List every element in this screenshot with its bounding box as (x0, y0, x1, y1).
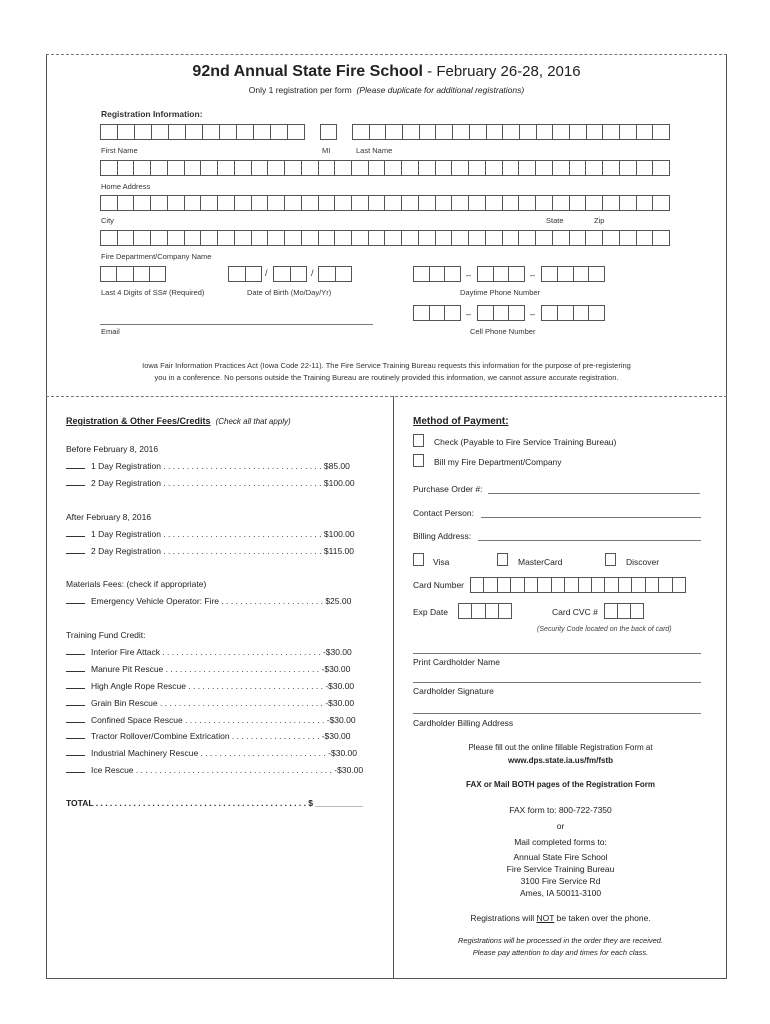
cardholder-address-label: Cardholder Billing Address (413, 718, 514, 728)
card-number-boxes[interactable] (470, 577, 686, 593)
total-row[interactable]: TOTAL . . . . . . . . . . . . . . . . . . . . . . . . . . . . . . . . . . . . . . . . . . . . . $ __________ (66, 798, 363, 808)
state-label: State (546, 216, 564, 225)
online-url[interactable]: www.dps.state.ia.us/fm/fstb (507, 756, 614, 765)
check-payment-label: Check (Payable to Fire Service Training Bureau) (434, 437, 617, 447)
billing-address-line[interactable] (478, 540, 701, 541)
city-label: City (101, 216, 114, 225)
mi-box[interactable] (320, 124, 337, 140)
check-payment-checkbox[interactable] (413, 434, 424, 447)
fee-check-blank[interactable] (66, 772, 85, 773)
mail-to-label: Mail completed forms to: (514, 837, 607, 847)
dob-slash-2: / (311, 268, 314, 278)
online-text: Please fill out the online fillable Registration Form at (468, 743, 653, 752)
daytime-prefix-boxes[interactable] (477, 266, 525, 282)
fee-row[interactable]: Manure Pit Rescue . . . . . . . . . . . . . . . . . . . . . . . . . . . . . . . . . -$30.00 (66, 664, 350, 674)
training-label: Training Fund Credit: (66, 630, 146, 640)
subtitle-note: (Please duplicate for additional registrations) (356, 85, 525, 95)
order-notice-1: Registrations will be processed in the order they are received. (457, 936, 664, 945)
mastercard-label: MasterCard (518, 557, 563, 567)
fee-amount: -$30.00 (334, 765, 364, 775)
fee-amount: -$30.00 (328, 748, 357, 758)
first-name-label: First Name (101, 146, 138, 155)
fee-row[interactable]: 1 Day Registration . . . . . . . . . . . . . . . . . . . . . . . . . . . . . . . . . . $85.00 (66, 461, 350, 471)
purchase-order-line[interactable] (488, 493, 700, 494)
fire-dept-boxes[interactable] (100, 230, 670, 246)
fee-amount: $115.00 (323, 546, 354, 556)
city-state-zip-boxes[interactable] (100, 195, 670, 211)
fee-check-blank[interactable] (66, 468, 85, 469)
signature-line[interactable] (413, 682, 701, 683)
fee-amount: -$30.00 (325, 698, 355, 708)
dob-slash-1: / (265, 268, 268, 278)
dob-month-boxes[interactable] (228, 266, 262, 282)
print-name-line[interactable] (413, 653, 701, 654)
purchase-order-label: Purchase Order #: (413, 484, 483, 494)
dob-label: Date of Birth (Mo/Day/Yr) (247, 288, 332, 297)
fee-check-blank[interactable] (66, 688, 85, 689)
order-notice-2: Please pay attention to day and times for each class. (472, 948, 649, 957)
daytime-dash-1: – (466, 270, 472, 280)
zip-label: Zip (594, 216, 605, 225)
fees-heading-note: (Check all that apply) (215, 417, 291, 426)
cell-line-boxes[interactable] (541, 305, 605, 321)
form-subtitle: Only 1 registration per form (Please duplicate for additional registrations) (248, 85, 525, 95)
visa-checkbox[interactable] (413, 553, 424, 566)
contact-person-line[interactable] (481, 517, 701, 518)
home-address-label: Home Address (101, 182, 151, 191)
fee-amount: -$30.00 (321, 664, 351, 674)
registration-section-label: Registration Information: (101, 109, 203, 119)
fee-amount: $25.00 (325, 596, 352, 606)
fee-amount: $85.00 (323, 461, 350, 471)
cardholder-address-line[interactable] (413, 713, 701, 714)
fire-dept-label: Fire Department/Company Name (101, 252, 212, 261)
email-label: Email (101, 327, 120, 336)
fee-row[interactable]: Industrial Machinery Rescue . . . . . . . . . . . . . . . . . . . . . . . . . . . -$30.00 (66, 748, 357, 758)
exp-date-label: Exp Date (413, 607, 448, 617)
fee-check-blank[interactable] (66, 738, 85, 739)
fax-number: FAX form to: 800-722-7350 (509, 805, 612, 815)
fee-row[interactable]: Interior Fire Attack . . . . . . . . . . . . . . . . . . . . . . . . . . . . . . . . . . -$30.00 (66, 647, 352, 657)
fee-row[interactable]: 2 Day Registration . . . . . . . . . . . . . . . . . . . . . . . . . . . . . . . . . . $100.00 (66, 478, 355, 488)
billing-address-label: Billing Address: (413, 531, 472, 541)
mail-address-line-3: 3100 Fire Service Rd (520, 876, 601, 886)
fee-amount: $100.00 (323, 529, 355, 539)
dob-day-boxes[interactable] (273, 266, 307, 282)
mastercard-checkbox[interactable] (497, 553, 508, 566)
card-cvc-boxes[interactable] (604, 603, 644, 619)
visa-label: Visa (433, 557, 450, 567)
daytime-dash-2: – (530, 270, 536, 280)
cell-area-code-boxes[interactable] (413, 305, 461, 321)
cell-prefix-boxes[interactable] (477, 305, 525, 321)
fee-amount: $100.00 (323, 478, 355, 488)
last-name-label: Last Name (356, 146, 393, 155)
fee-row[interactable]: 1 Day Registration . . . . . . . . . . . . . . . . . . . . . . . . . . . . . . . . . . $100.00 (66, 529, 355, 539)
ssn-label: Last 4 Digits of SS# (Required) (101, 288, 205, 297)
ssn-boxes[interactable] (100, 266, 166, 282)
total-blank[interactable]: __________ (315, 798, 363, 808)
card-cvc-label: Card CVC # (552, 607, 598, 617)
fee-amount: -$30.00 (321, 731, 351, 741)
phone-notice: Registrations will NOT be taken over the phone. (470, 913, 651, 923)
fee-row[interactable]: High Angle Rope Rescue . . . . . . . . . . . . . . . . . . . . . . . . . . . . . -$30.00 (66, 681, 354, 691)
mail-address-line-4: Ames, IA 50011-3100 (519, 888, 602, 898)
bill-department-checkbox[interactable] (413, 454, 424, 467)
fee-check-blank[interactable] (66, 755, 85, 756)
fee-amount: -$30.00 (325, 681, 355, 691)
card-number-label: Card Number (413, 580, 465, 590)
discover-label: Discover (626, 557, 660, 567)
fee-amount: -$30.00 (322, 647, 352, 657)
or-text: or (556, 821, 565, 831)
daytime-line-boxes[interactable] (541, 266, 605, 282)
materials-label: Materials Fees: (check if appropriate) (66, 579, 207, 589)
fee-check-blank[interactable] (66, 722, 85, 723)
fee-row[interactable]: Tractor Rollover/Combine Extrication . . . . . . . . . . . . . . . . . . . -$30.00 (66, 731, 351, 741)
fee-row[interactable]: Grain Bin Rescue . . . . . . . . . . . . . . . . . . . . . . . . . . . . . . . . . . . -$30.00 (66, 698, 354, 708)
mi-label: MI (322, 146, 331, 155)
payment-heading: Method of Payment: (413, 416, 509, 427)
bill-department-label: Bill my Fire Department/Company (434, 457, 562, 467)
privacy-line-2: you in a conference. No persons outside the Training Bureau are routinely provided this information, we cannot assure accurate registration. (154, 373, 619, 382)
print-name-label: Print Cardholder Name (413, 657, 500, 667)
cvc-note: (Security Code located on the back of card) (537, 626, 672, 633)
fee-check-blank[interactable] (66, 705, 85, 706)
cell-dash-1: – (466, 309, 472, 319)
fee-amount: -$30.00 (326, 715, 356, 725)
fee-check-blank[interactable] (66, 485, 85, 486)
first-name-boxes[interactable] (100, 124, 305, 140)
home-address-boxes[interactable] (100, 160, 670, 176)
email-line[interactable] (100, 324, 373, 325)
fax-mail-instruction: FAX or Mail BOTH pages of the Registration Form (466, 780, 655, 789)
fee-check-blank[interactable] (66, 553, 85, 554)
fee-row[interactable]: Ice Rescue . . . . . . . . . . . . . . . . . . . . . . . . . . . . . . . . . . . . . . . . . . -$30.00 (66, 765, 363, 775)
before-date-label: Before February 8, 2016 (66, 444, 159, 454)
cell-dash-2: – (530, 309, 536, 319)
signature-label: Cardholder Signature (413, 686, 494, 696)
contact-person-label: Contact Person: (413, 508, 474, 518)
fee-check-blank[interactable] (66, 654, 85, 655)
exp-date-boxes[interactable] (458, 603, 512, 619)
fee-row[interactable]: Confined Space Rescue . . . . . . . . . . . . . . . . . . . . . . . . . . . . . . -$30.00 (66, 715, 356, 725)
fee-row[interactable]: Emergency Vehicle Operator: Fire . . . . . . . . . . . . . . . . . . . . . . $25.00 (66, 596, 351, 606)
daytime-phone-label: Daytime Phone Number (460, 288, 541, 297)
fee-check-blank[interactable] (66, 671, 85, 672)
fees-heading: Registration & Other Fees/Credits (Check all that apply) (66, 416, 291, 426)
fee-row[interactable]: 2 Day Registration . . . . . . . . . . . . . . . . . . . . . . . . . . . . . . . . . . $115.00 (66, 546, 354, 556)
dob-year-boxes[interactable] (318, 266, 352, 282)
fee-check-blank[interactable] (66, 603, 85, 604)
last-name-boxes[interactable] (352, 124, 670, 140)
after-date-label: After February 8, 2016 (66, 512, 152, 522)
mail-address-line-1: Annual State Fire School (513, 852, 608, 862)
form-dates: - February 26-28, 2016 (422, 63, 581, 80)
form-title: 92nd Annual State Fire School - February 26-28, 2016 (192, 63, 581, 80)
privacy-line-1: Iowa Fair Information Practices Act (Iowa Code 22-11). The Fire Service Training Bureau requests this information for the purpose of pre-registering (142, 361, 631, 370)
discover-checkbox[interactable] (605, 553, 616, 566)
cell-phone-label: Cell Phone Number (470, 327, 536, 336)
fee-check-blank[interactable] (66, 536, 85, 537)
daytime-area-code-boxes[interactable] (413, 266, 461, 282)
mail-address-line-2: Fire Service Training Bureau (506, 864, 615, 874)
section-divider (46, 396, 727, 397)
